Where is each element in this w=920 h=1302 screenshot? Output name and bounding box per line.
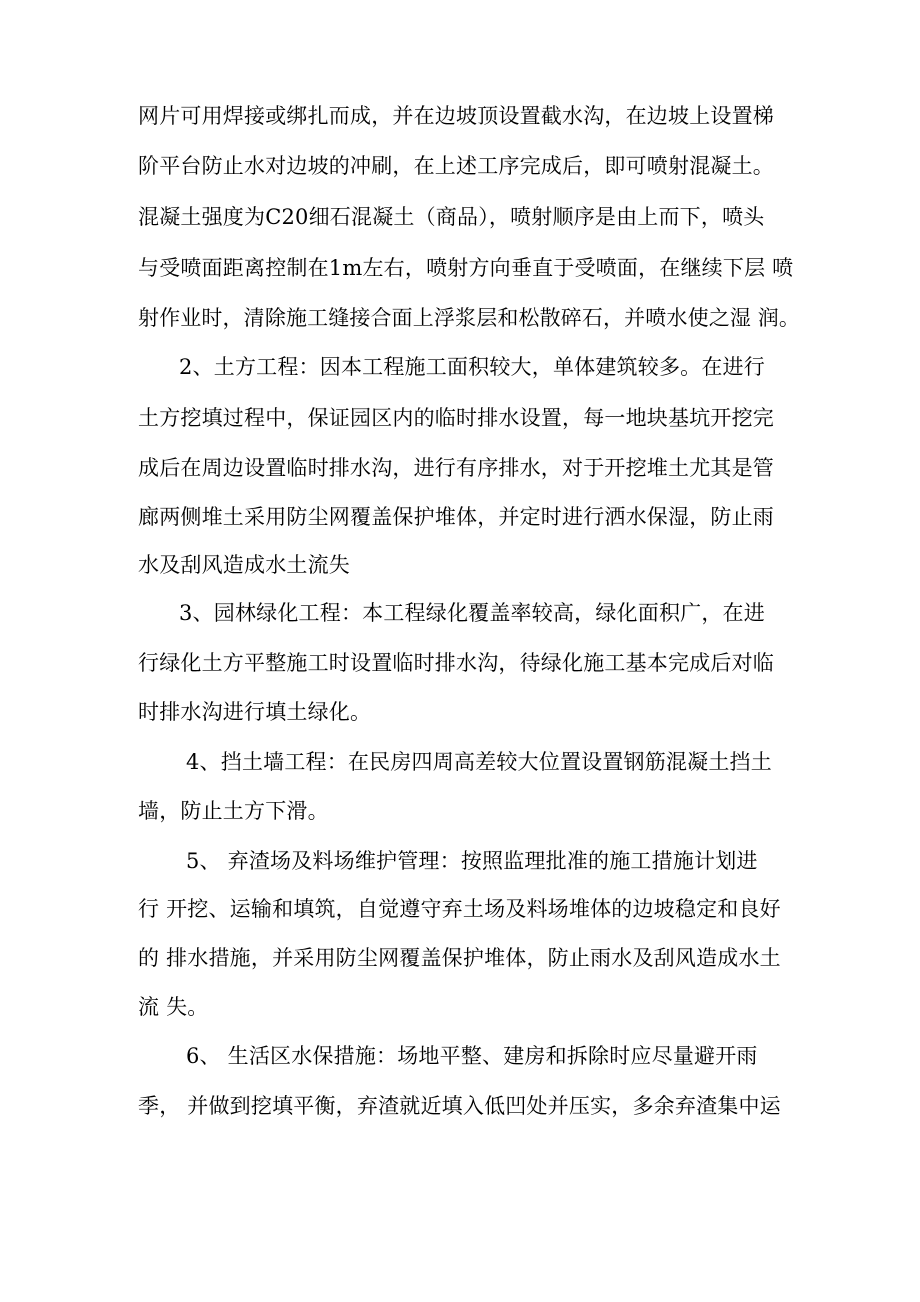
text-line: 时排水沟进行填土绿化。 — [138, 700, 372, 724]
text-line: 流 失。 — [138, 995, 209, 1019]
text-line: 网片可用焊接或绑扎而成，并在边坡顶设置截水沟，在边坡上设置梯 — [138, 104, 774, 128]
text-line: 3、园林绿化工程：本工程绿化覆盖率较高，绿化面积广，在进 — [179, 601, 765, 625]
text-line: 5、 弃渣场及料场维护管理：按照监理批准的施工措施计划进 — [186, 849, 758, 873]
text-line: 季， 并做到挖填平衡，弃渣就近填入低凹处并压实，多余弃渣集中运 — [138, 1094, 781, 1118]
text-line: 墙，防止土方下滑。 — [138, 799, 329, 823]
text-line: 土方挖填过程中，保证园区内的临时排水设置，每一地块基坑开挖完 — [138, 406, 774, 430]
text-line: 行 开挖、运输和填筑，自觉遵守弃土场及料场堆体的边坡稳定和良好 — [138, 897, 781, 921]
text-line: 与受喷面距离控制在1m左右，喷射方向垂直于受喷面，在继续下层 喷 — [138, 256, 794, 280]
text-line: 成后在周边设置临时排水沟，进行有序排水，对于开挖堆土尤其是管 — [138, 456, 774, 480]
text-line: 水及刮风造成水土流失 — [138, 553, 350, 577]
text-line: 阶平台防止水对边坡的冲刷，在上述工序完成后，即可喷射混凝土。 — [138, 154, 774, 178]
text-line: 廊两侧堆土采用防尘网覆盖保护堆体，并定时进行洒水保湿，防止雨 — [138, 505, 774, 529]
text-line: 混凝土强度为C20细石混凝土（商品），喷射顺序是由上而下，喷头 — [138, 205, 765, 229]
text-line: 行绿化土方平整施工时设置临时排水沟，待绿化施工基本完成后对临 — [138, 651, 774, 675]
text-line: 的 排水措施，并采用防尘网覆盖保护堆体，防止雨水及刮风造成水土 — [138, 946, 781, 970]
text-line: 4、挡土墙工程：在民房四周高差较大位置设置钢筋混凝土挡土 — [186, 750, 772, 774]
text-line: 2、土方工程：因本工程施工面积较大，单体建筑较多。在进行 — [179, 355, 765, 379]
text-line: 射作业时，清除施工缝接合面上浮浆层和松散碎石，并喷水使之湿 润。 — [138, 306, 801, 330]
text-line: 6、 生活区水保措施：场地平整、建房和拆除时应尽量避开雨 — [186, 1044, 758, 1068]
